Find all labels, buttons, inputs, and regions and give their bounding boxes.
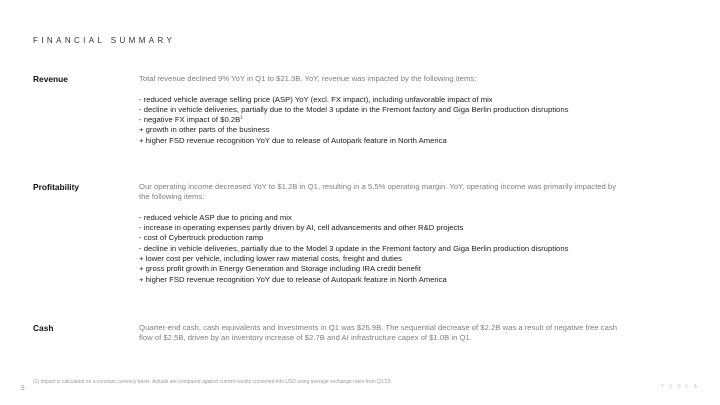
profitability-bullet: - reduced vehicle ASP due to pricing and mix bbox=[139, 212, 292, 222]
section-label-revenue: Revenue bbox=[33, 74, 68, 84]
revenue-body bbox=[139, 74, 624, 146]
page-number: 5 bbox=[21, 385, 25, 392]
revenue-bullet bbox=[139, 115, 624, 125]
profitability-bullet: + lower cost per vehicle, including lower raw material costs, freight and duties bbox=[139, 254, 402, 264]
section-label-cash: Cash bbox=[33, 323, 54, 333]
revenue-bullet: + higher FSD revenue recognition YoY due to release of Autopark feature in North America bbox=[139, 135, 447, 145]
footnote-marker: 1 bbox=[240, 114, 243, 120]
brand-logo: TESLA bbox=[661, 384, 702, 390]
profitability-bullet: + gross profit growth in Energy Generation and Storage including IRA credit benefit bbox=[139, 264, 421, 274]
profitability-intro: Our operating income decreased YoY to $1.2B in Q1, resulting in a 5.5% operating margin. YoY, operating income was primarily impacted by the following items: bbox=[139, 182, 617, 202]
cash-intro: Quarter-end cash, cash equivalents and investments in Q1 was $26.9B. The sequential decrease of $2.2B was a result of negative free cash flow of $2.5B, driven by an inventory increase of $2.7B and AI infrastructure capex of $1.0B in Q1. bbox=[139, 323, 618, 343]
profitability-body bbox=[139, 182, 624, 285]
revenue-bullet-text: - negative FX impact of $0.2B bbox=[139, 115, 241, 125]
profitability-bullets bbox=[139, 213, 624, 285]
cash-body bbox=[139, 323, 624, 344]
profitability-bullet: + higher FSD revenue recognition YoY due to release of Autopark feature in North America bbox=[139, 274, 447, 284]
revenue-bullets bbox=[139, 95, 624, 146]
revenue-intro: Total revenue declined 9% YoY in Q1 to $21.3B. YoY, revenue was impacted by the following items: bbox=[139, 74, 477, 83]
profitability-bullet: - cost of Cybertruck production ramp bbox=[139, 233, 264, 243]
section-label-profitability: Profitability bbox=[33, 182, 80, 192]
revenue-bullet: + growth in other parts of the business bbox=[139, 125, 270, 135]
profitability-bullet: - increase in operating expenses partly driven by AI, cell advancements and other R&D projects bbox=[139, 223, 464, 233]
page-title: FINANCIAL SUMMARY bbox=[33, 36, 176, 45]
revenue-bullet: - reduced vehicle average selling price (ASP) YoY (excl. FX impact), including unfavorable impact of mix bbox=[139, 94, 493, 104]
footnote: (1) Impact is calculated on a constant currency basis. Actuals are compared against current results converted into USD using average exchange rates from Q1'23. bbox=[33, 379, 392, 385]
revenue-bullet: - decline in vehicle deliveries, partially due to the Model 3 update in the Fremont factory and Giga Berlin production disruptions bbox=[139, 104, 569, 114]
profitability-bullet: - decline in vehicle deliveries, partially due to the Model 3 update in the Fremont factory and Giga Berlin production disruptions bbox=[139, 243, 569, 253]
